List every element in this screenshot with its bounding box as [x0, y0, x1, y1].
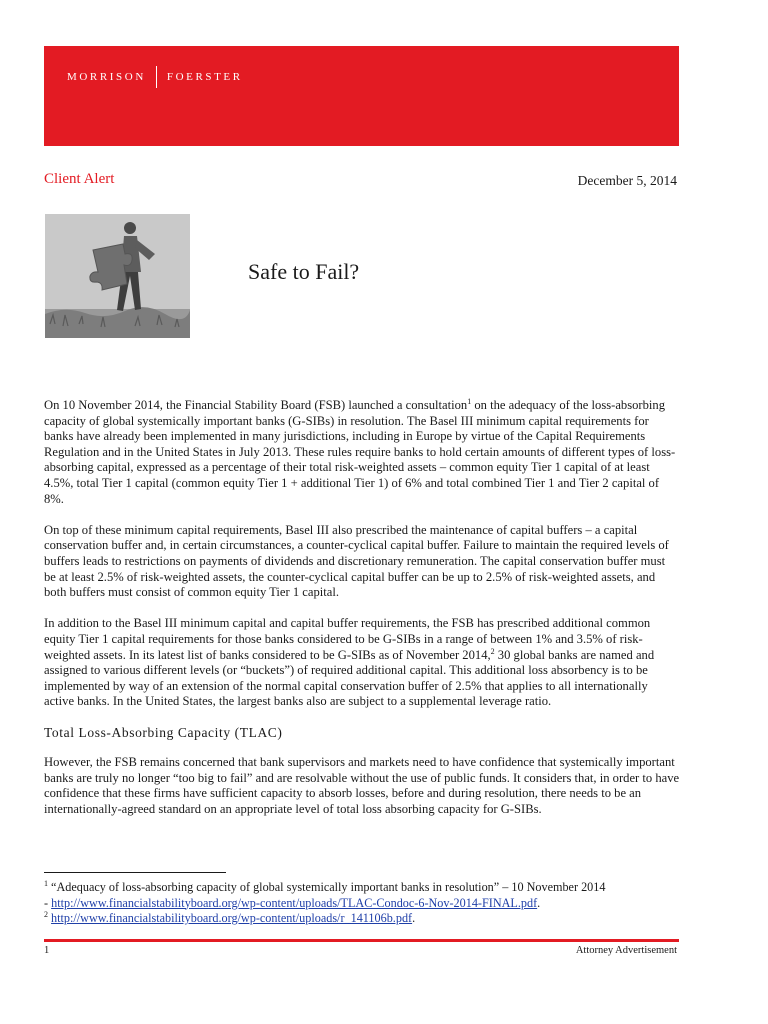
paragraph-2: On top of these minimum capital requirements, Basel III also prescribed the maintenance of capital buffers – a capital conservation buffer and, in certain circumstances, a counter-cyclical capital buffer. Failure to maintain the required levels of buffers leads to restrictions on payments of dividends and discretionary remuneration. The capital conservation buffer must be at least 2.5% of risk-weighted assets, the counter-cyclical capital buffer can be up to 2.5% of risk-weighted assets, and both buffers must consist of common equity Tier 1 capital.: [44, 522, 669, 600]
paragraph-3: In addition to the Basel III minimum capital and capital buffer requirements, the FSB has prescribed additional common equity Tier 1 capital requirements for those banks considered to be G-SIBs in a range of between 1% and 3.5% of risk-weighted assets. In its latest list of banks considered to be G-SIBs as of November 2014,$^2$ 30 global banks are named and assigned to various different levels (or “buckets”) of required additional capital. This additional loss absorbency is to be implemented by way of an extension of the normal capital conservation buffer of 2.5% that applies to all internationally active banks. In the United States, the largest banks also are subject to a supplemental leverage ratio.: [44, 616, 655, 709]
paragraph-4: However, the FSB remains concerned that bank supervisors and markets need to have confidence that systemically important banks are truly no longer “too big to fail” and are resolvable without the use of public funds. It considers that, in order to have confidence that these firms have sufficient capacity to absorb losses, before and during resolution, there needs to be an internationally-agreed standard on an appropriate level of total loss absorbing capacity for G-SIBs.: [44, 755, 680, 816]
alert-date: December 5, 2014: [577, 173, 677, 188]
footnote-ref-1[interactable]: 1: [467, 396, 472, 406]
logo-right-text: FOERSTER: [166, 71, 243, 83]
footnote-1-link-line: - http://www.financialstabilityboard.org/wp-content/uploads/TLAC-Condoc-6-Nov-2014-FINAL.pdf.: [44, 895, 541, 910]
section-heading-tlac: Total Loss-Absorbing Capacity (TLAC): [44, 725, 283, 741]
header-banner: [44, 46, 679, 146]
attorney-advertisement: Attorney Advertisement: [575, 945, 677, 956]
footnotes: [44, 880, 694, 927]
puzzle-man-illustration: [45, 214, 190, 338]
footnote-2-link[interactable]: http://www.financialstabilityboard.org/wp-content/uploads/r_141106b.pdf: [51, 911, 413, 925]
footnote-2: $^2$ http://www.financialstabilityboard.org/wp-content/uploads/r_141106b.pdf.: [44, 909, 416, 925]
article-title: Safe to Fail?: [248, 259, 360, 284]
page-number: 1: [44, 945, 50, 956]
article-body: [44, 398, 680, 833]
footnote-1: $^1$ “Adequacy of loss-absorbing capacity of global systemically important banks in resolution” – 10 November 2014: [44, 878, 606, 894]
firm-logo: [67, 66, 243, 88]
footnote-ref-2[interactable]: 2: [490, 646, 495, 656]
paragraph-1: On 10 November 2014, the Financial Stability Board (FSB) launched a consultation$^1$ on the adequacy of the loss-absorbing capacity of global systemically important banks (G-SIBs) in resolution. The Basel III minimum capital requirements for banks have already been implemented in many jurisdictions, including in Europe by virtue of the Capital Requirements Regulation and in the United States in July 2013. These rules require banks to hold certain amounts of different types of loss-absorbing capital, expressed as a percentage of their total risk-weighted assets – common equity Tier 1 capital of at least 4.5%, total Tier 1 capital (common equity Tier 1 + additional Tier 1) of 6% and total combined Tier 1 and Tier 2 capital of 8%.: [44, 396, 676, 506]
logo-left-text: MORRISON: [67, 71, 146, 83]
puzzle-man-photo: [45, 214, 190, 338]
client-alert-label: Client Alert: [44, 171, 115, 187]
logo-divider: [156, 66, 157, 88]
footer-divider: [44, 939, 679, 942]
footnote-divider: [44, 872, 226, 873]
footnote-1-link[interactable]: http://www.financialstabilityboard.org/wp-content/uploads/TLAC-Condoc-6-Nov-2014-FINAL.pdf: [51, 895, 538, 910]
